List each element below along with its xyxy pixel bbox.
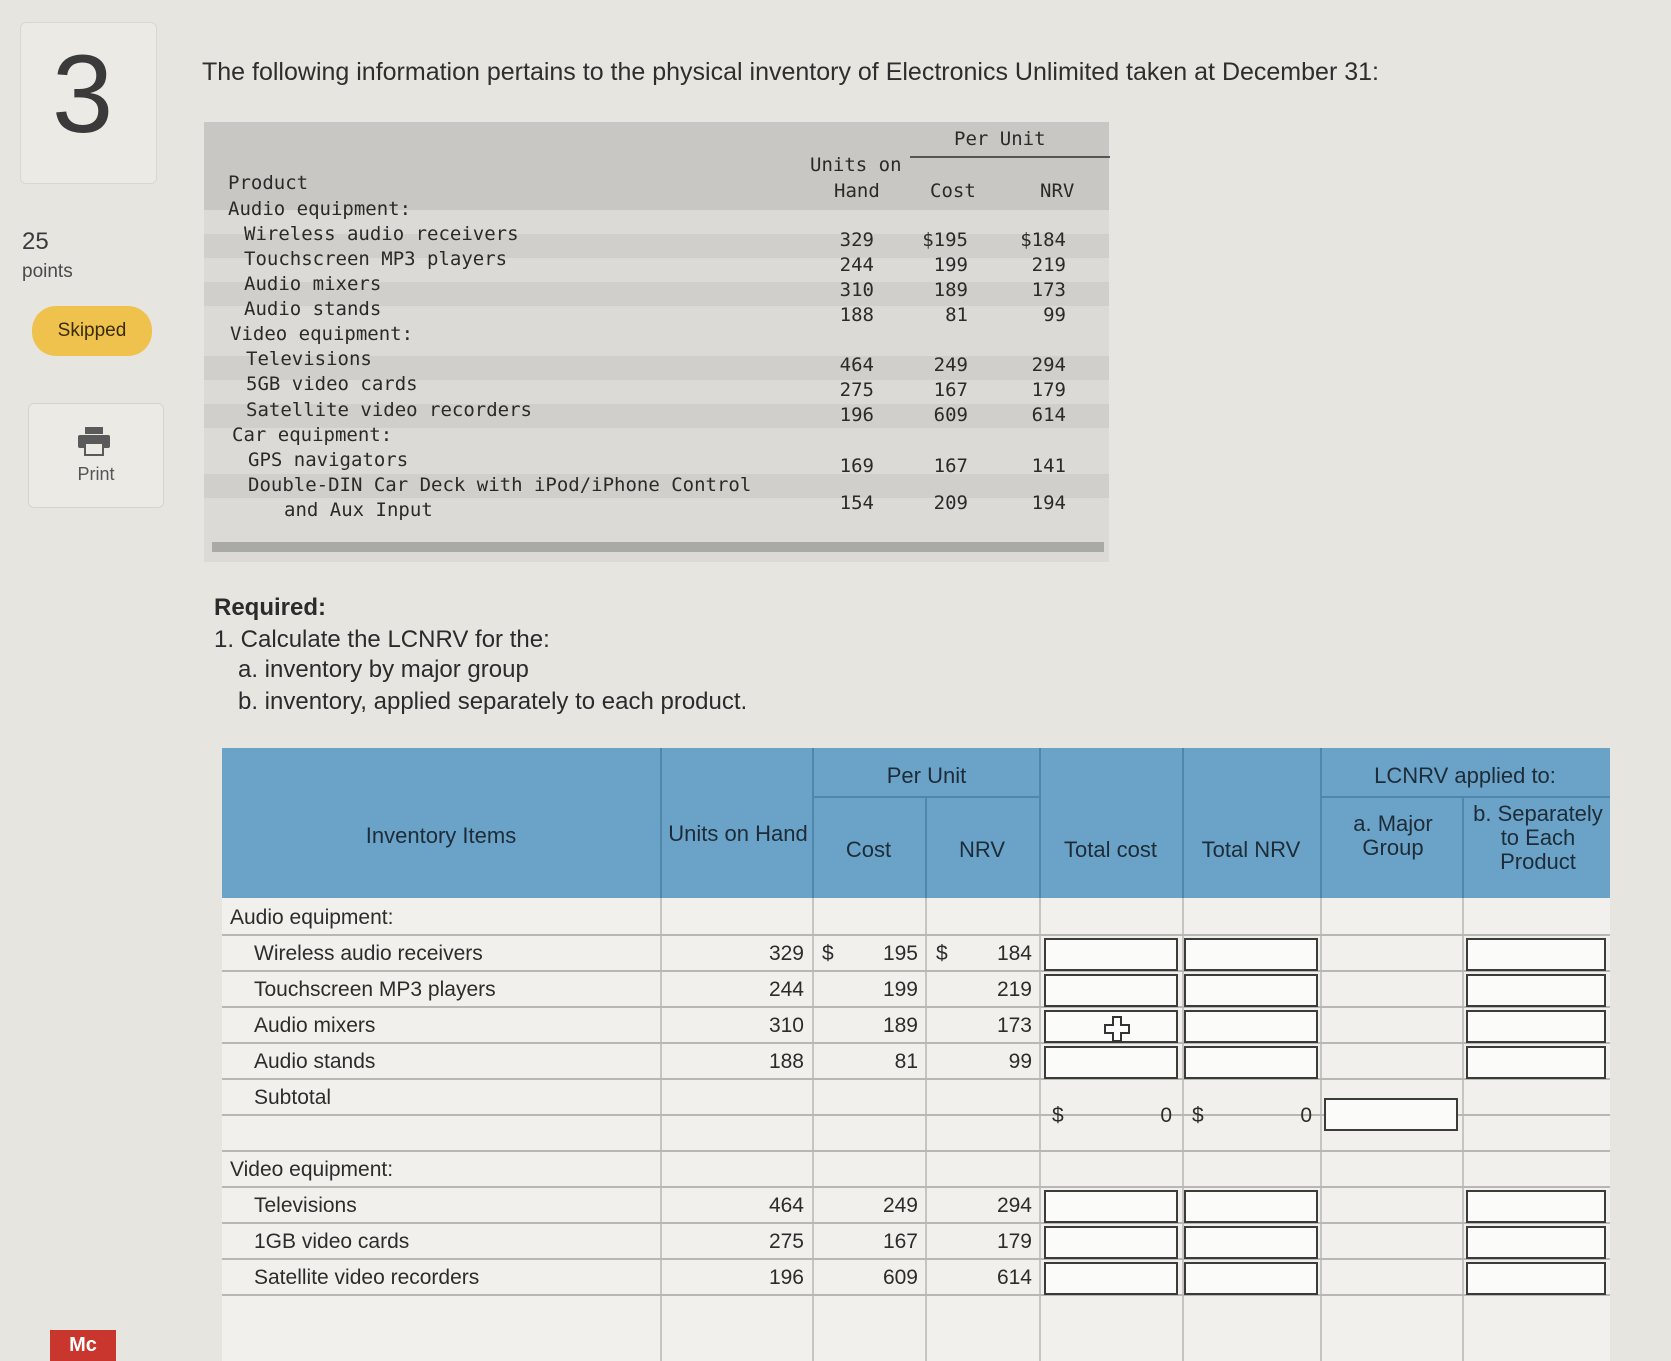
total-nrv-input[interactable] [1184,938,1318,971]
group-label: Video equipment: [230,323,414,345]
cost-value: 199 [933,254,968,276]
cost-value: 209 [933,492,968,514]
row-divider [222,1150,1610,1152]
nrv-value: 294 [996,1194,1032,1217]
cost-value: 195 [882,942,918,965]
row-divider [222,934,1610,936]
col-divider [1039,898,1041,1361]
row-divider [222,1078,1610,1080]
currency-symbol: $ [936,942,948,965]
col-divider [812,898,814,1361]
nrv-value: 173 [1031,279,1066,301]
subtotal-total-nrv: 0 [1300,1104,1312,1127]
header-rule-per-unit [812,796,1041,798]
nrv-value: 219 [996,978,1032,1001]
units-value: 188 [768,1050,804,1073]
row-divider [222,970,1610,972]
currency-symbol: $ [1192,1104,1204,1127]
header-cost: Cost [845,837,892,862]
cost-value: 167 [933,379,968,401]
header-each-product: b. Separately to Each Product [1473,801,1603,875]
nrv-value: 173 [996,1014,1032,1037]
header-major-group: a. Major Group [1353,811,1433,861]
print-label: Print [77,464,115,484]
units-value: 275 [768,1230,804,1253]
per-unit-rule [910,156,1110,158]
total-cost-input[interactable] [1044,1262,1178,1295]
total-cost-input[interactable] [1044,938,1178,971]
group-audio-label: Audio equipment: [230,906,394,929]
lcnrv-each-product-input[interactable] [1466,1046,1606,1079]
product-label: GPS navigators [248,449,409,471]
header-units-line2: Hand [834,180,880,202]
row-divider [222,1186,1610,1188]
cost-value: $195 [922,229,968,251]
product-label: Audio mixers [244,273,382,295]
subtotal-total-cost: 0 [1160,1104,1172,1127]
nrv-value: 99 [1008,1050,1032,1073]
cost-value: 81 [945,304,968,326]
status-badge: Skipped [32,306,152,356]
nrv-value: $184 [1020,229,1066,251]
currency-symbol: $ [822,942,834,965]
cursor-crosshair-icon [1104,1016,1130,1042]
units-value: 464 [768,1194,804,1217]
total-nrv-input[interactable] [1184,1190,1318,1223]
cost-value: 609 [882,1266,918,1289]
header-divider [1182,748,1184,898]
total-cost-input[interactable] [1044,1226,1178,1259]
units-value: 169 [839,455,874,477]
currency-symbol: $ [1052,1104,1064,1127]
item-label: Wireless audio receivers [254,942,483,965]
row-divider [222,1294,1610,1296]
points-value: 25 [22,228,49,255]
header-total-nrv: Total NRV [1201,837,1301,862]
total-cost-input[interactable] [1044,1190,1178,1223]
group-label: Car equipment: [232,424,393,446]
units-value: 310 [768,1014,804,1037]
lcnrv-major-group-input[interactable] [1324,1098,1458,1131]
units-value: 244 [768,978,804,1001]
group-video-label: Video equipment: [230,1158,394,1181]
header-per-unit: Per Unit [954,128,1046,150]
points-label: points [22,261,73,282]
total-nrv-input[interactable] [1184,974,1318,1007]
lcnrv-each-product-input[interactable] [1466,1190,1606,1223]
cost-value: 609 [933,404,968,426]
required-heading: Required: [214,594,327,621]
header-cost: Cost [930,180,976,202]
total-nrv-input[interactable] [1184,1010,1318,1043]
header-nrv: NRV [958,837,1006,862]
cost-value: 249 [933,354,968,376]
printer-icon [77,426,111,456]
col-divider [1462,898,1464,1361]
header-total-cost: Total cost [1064,837,1157,862]
cost-value: 249 [882,1194,918,1217]
header-units-on-hand: Units on Hand [668,821,808,846]
lcnrv-each-product-input[interactable] [1466,1262,1606,1295]
item-label: Televisions [254,1194,357,1217]
total-nrv-input[interactable] [1184,1226,1318,1259]
units-value: 154 [839,492,874,514]
units-value: 329 [839,229,874,251]
header-per-unit: Per Unit [886,763,967,788]
row-divider [222,1042,1610,1044]
nrv-value: 614 [996,1266,1032,1289]
product-label-line2: and Aux Input [284,499,433,521]
product-label: Audio stands [244,298,382,320]
nrv-value: 179 [1031,379,1066,401]
cost-value: 189 [882,1014,918,1037]
answer-table [222,748,1610,1361]
row-divider [222,1006,1610,1008]
header-divider [660,748,662,898]
units-value: 196 [768,1266,804,1289]
cost-value: 81 [894,1050,918,1073]
header-nrv: NRV [1040,180,1075,202]
units-value: 464 [839,354,874,376]
lcnrv-each-product-input[interactable] [1466,974,1606,1007]
col-divider [660,898,662,1361]
product-label: Televisions [246,348,372,370]
product-label: Touchscreen MP3 players [244,248,508,270]
lcnrv-each-product-input[interactable] [1466,1226,1606,1259]
item-label: Audio stands [254,1050,376,1073]
nrv-value: 219 [1031,254,1066,276]
lcnrv-each-product-input[interactable] [1466,938,1606,971]
col-divider [925,898,927,1361]
item-label: 1GB video cards [254,1230,410,1253]
product-label: Satellite video recorders [246,399,532,421]
nrv-value: 141 [1031,455,1066,477]
cost-value: 167 [882,1230,918,1253]
units-value: 329 [768,942,804,965]
nrv-value: 194 [1031,492,1066,514]
nrv-value: 179 [996,1230,1032,1253]
units-value: 188 [839,304,874,326]
nrv-value: 294 [1031,354,1066,376]
total-nrv-input[interactable] [1184,1046,1318,1079]
header-inventory-items: Inventory Items [365,823,517,848]
total-cost-input[interactable] [1044,1046,1178,1079]
item-label: Audio mixers [254,1014,376,1037]
mcgraw-hill-logo: Mc [50,1330,116,1361]
product-label: Double-DIN Car Deck with iPod/iPhone Control [248,474,752,496]
nrv-value: 614 [1031,404,1066,426]
cost-value: 199 [882,978,918,1001]
units-value: 310 [839,279,874,301]
units-value: 244 [839,254,874,276]
units-value: 275 [839,379,874,401]
item-label: Satellite video recorders [254,1266,480,1289]
row-divider [222,1258,1610,1260]
required-item-a: a. inventory by major group [238,656,529,683]
required-item-1: 1. Calculate the LCNRV for the: [214,626,550,653]
intro-text: The following information pertains to the physical inventory of Electronics Unlimited taken at December 31: [202,58,1379,86]
header-product: Product [228,172,309,194]
units-value: 196 [839,404,874,426]
lcnrv-each-product-input[interactable] [1466,1010,1606,1043]
question-number: 3 [52,33,114,156]
subtotal-label: Subtotal [254,1086,332,1109]
table-bottom-rule [212,542,1104,552]
nrv-value: 184 [996,942,1032,965]
cost-value: 167 [933,455,968,477]
cost-value: 189 [933,279,968,301]
header-rule-lcnrv [1320,796,1610,798]
print-button[interactable] [28,403,164,508]
item-label: Touchscreen MP3 players [254,978,496,1001]
total-cost-input[interactable] [1044,974,1178,1007]
required-item-b: b. inventory, applied separately to each product. [238,688,748,715]
total-nrv-input[interactable] [1184,1262,1318,1295]
problem-data-table [204,122,1109,562]
row-divider [222,1222,1610,1224]
col-divider [1320,898,1322,1361]
header-units-line1: Units on [810,154,902,176]
header-divider [1462,798,1464,898]
nrv-value: 99 [1043,304,1066,326]
header-lcnrv-applied-to: LCNRV applied to: [1374,763,1556,788]
group-label: Audio equipment: [228,198,412,220]
product-label: 5GB video cards [246,373,418,395]
product-label: Wireless audio receivers [244,223,519,245]
